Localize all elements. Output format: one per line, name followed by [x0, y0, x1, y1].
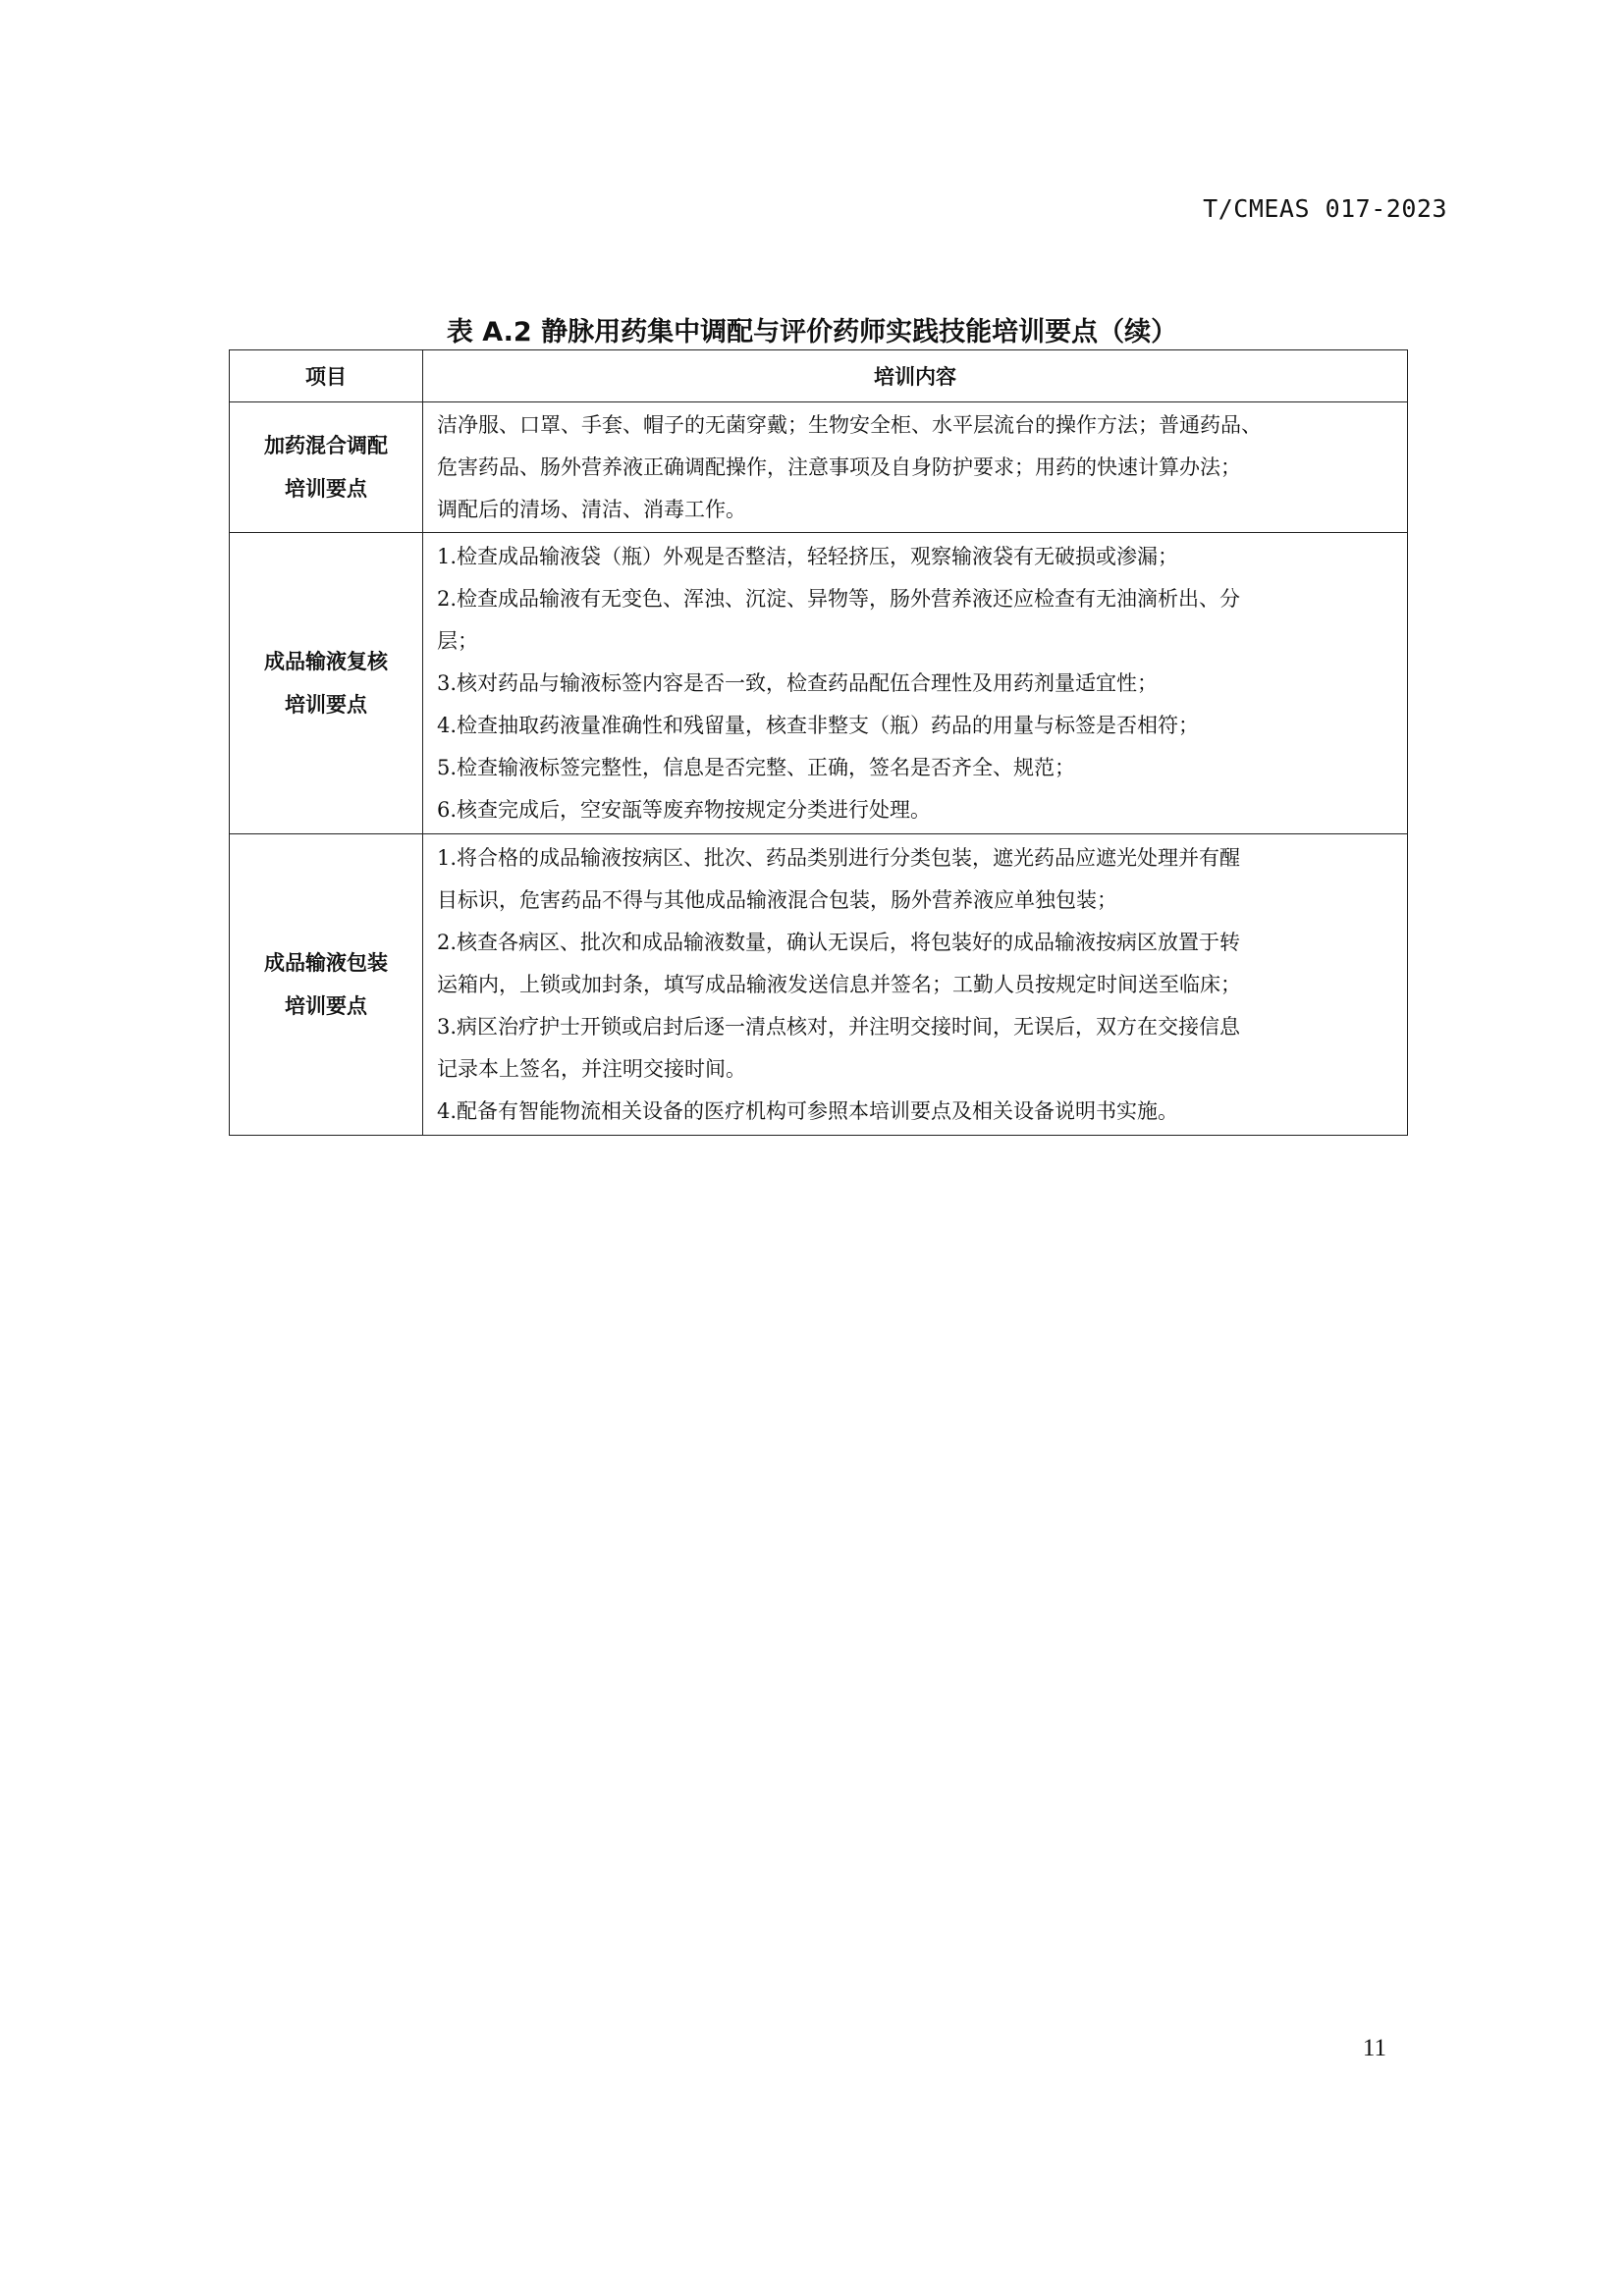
content-line: 洁净服、口罩、手套、帽子的无菌穿戴；生物安全柜、水平层流台的操作方法；普通药品、: [437, 412, 1262, 437]
content-line: 4.检查抽取药液量准确性和残留量，核查非整支（瓶）药品的用量与标签是否相符；: [437, 713, 1200, 737]
content-line: 2.核查各病区、批次和成品输液数量，确认无误后，将包装好的成品输液按病区放置于转: [437, 930, 1241, 954]
item-label-line: 培训要点: [285, 477, 367, 501]
table-row: [230, 402, 1408, 533]
content-line: 危害药品、肠外营养液正确调配操作，注意事项及自身防护要求；用药的快速计算办法；: [437, 454, 1241, 479]
content-cell: [423, 402, 1408, 533]
content-line: 运箱内，上锁或加封条，填写成品输液发送信息并签名；工勤人员按规定时间送至临床；: [437, 972, 1241, 996]
item-label-line: 成品输液包装: [264, 951, 388, 975]
content-line: 调配后的清场、清洁、消毒工作。: [437, 497, 746, 521]
content-line: 记录本上签名，并注明交接时间。: [437, 1056, 746, 1081]
document-code: T/CMEAS 017-2023: [1203, 194, 1447, 223]
table-row: [230, 834, 1408, 1136]
content-cell: [423, 533, 1408, 834]
content-line: 2.检查成品输液有无变色、浑浊、沉淀、异物等，肠外营养液还应检查有无油滴析出、分: [437, 586, 1241, 611]
content-line: 1.将合格的成品输液按病区、批次、药品类别进行分类包装，遮光药品应遮光处理并有醒: [437, 845, 1241, 870]
item-cell: [230, 834, 423, 1136]
content-line: 目标识，危害药品不得与其他成品输液混合包装，肠外营养液应单独包装；: [437, 887, 1117, 912]
training-points-table: [229, 349, 1408, 1136]
column-header-content: 培训内容: [423, 350, 1408, 402]
content-line: 3.核对药品与输液标签内容是否一致，检查药品配伍合理性及用药剂量适宜性；: [437, 670, 1159, 695]
table-title: 表 A.2 静脉用药集中调配与评价药师实践技能培训要点（续）: [446, 317, 1178, 347]
content-line: 4.配备有智能物流相关设备的医疗机构可参照本培训要点及相关设备说明书实施。: [437, 1098, 1179, 1123]
content-line: 层；: [437, 628, 478, 653]
content-line: 6.核查完成后，空安瓿等废弃物按规定分类进行处理。: [437, 797, 932, 822]
content-cell: [423, 834, 1408, 1136]
table-row: [230, 533, 1408, 834]
item-cell: [230, 402, 423, 533]
table-header-row: [230, 350, 1408, 402]
item-label-line: 加药混合调配: [264, 434, 388, 457]
item-label-line: 成品输液复核: [264, 650, 388, 673]
content-line: 5.检查输液标签完整性，信息是否完整、正确，签名是否齐全、规范；: [437, 755, 1076, 779]
content-line: 3.病区治疗护士开锁或启封后逐一清点核对，并注明交接时间，无误后，双方在交接信息: [437, 1014, 1241, 1039]
item-label-line: 培训要点: [285, 693, 367, 717]
training-table-container: [229, 349, 1407, 1136]
page-number: 11: [1362, 2035, 1386, 2061]
column-header-item: 项目: [230, 350, 423, 402]
item-label-line: 培训要点: [285, 994, 367, 1018]
content-line: 1.检查成品输液袋（瓶）外观是否整洁，轻轻挤压，观察输液袋有无破损或渗漏；: [437, 544, 1179, 568]
item-cell: [230, 533, 423, 834]
